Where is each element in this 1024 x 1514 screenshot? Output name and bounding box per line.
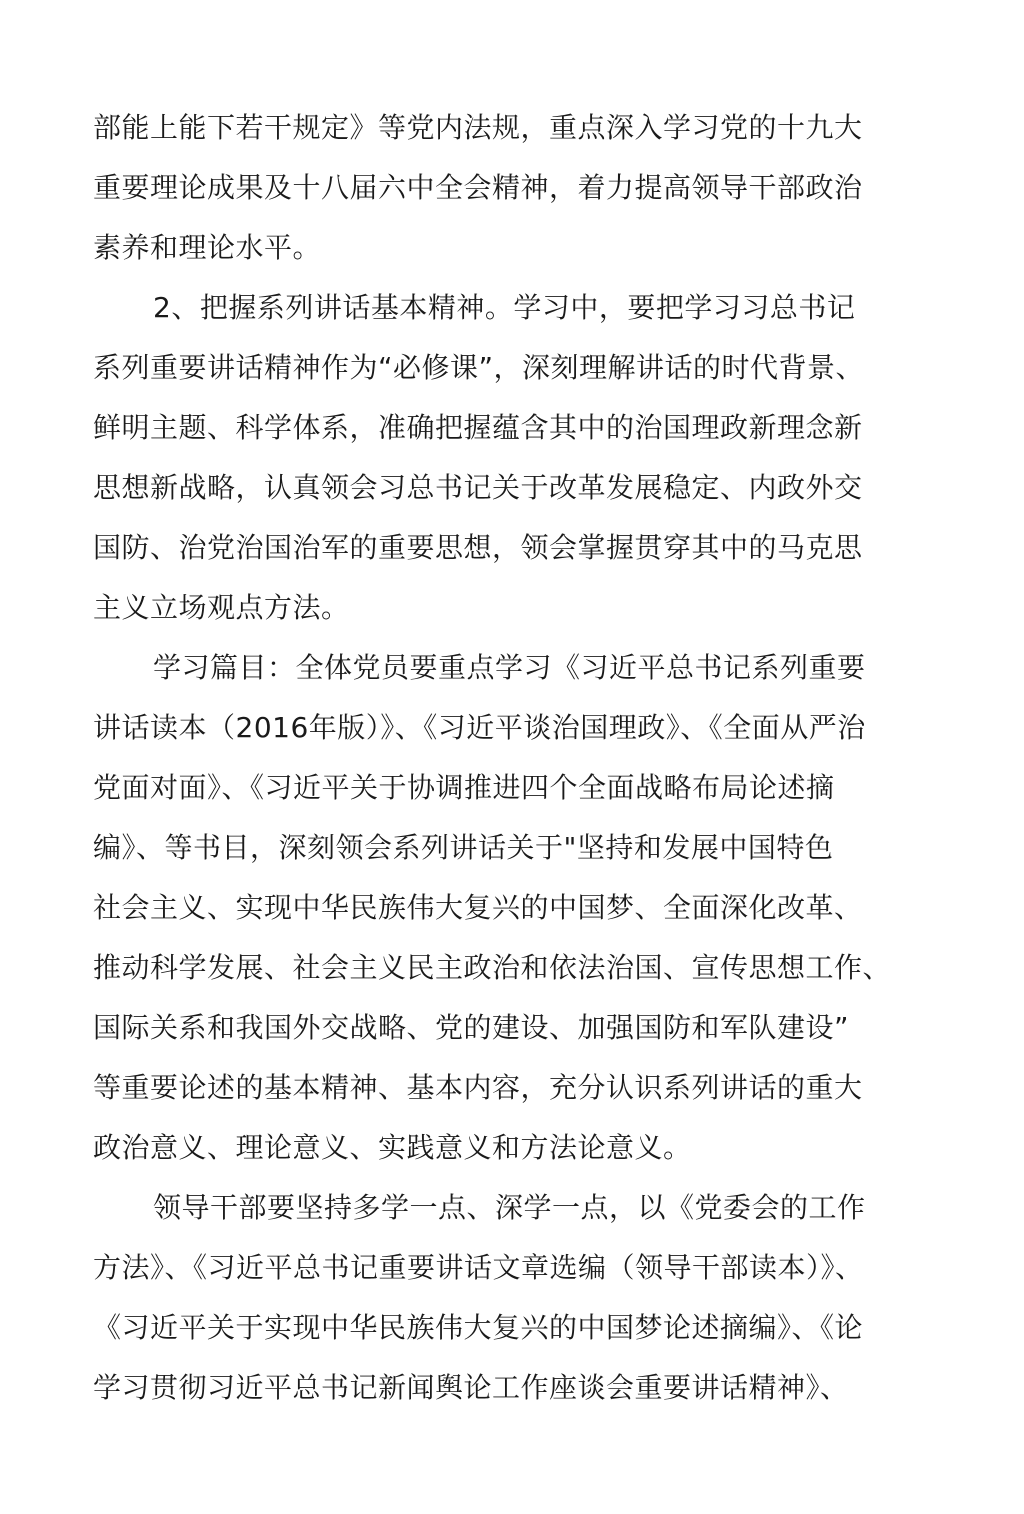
text-line: 讲话读本（2016年版）》、《习近平谈治国理政》、《全面从严治 — [93, 711, 866, 744]
text-line: 推动科学发展、社会主义民主政治和依法治国、宣传思想工作、 — [93, 951, 892, 984]
text-line: 系列重要讲话精神作为“必修课”，深刻理解讲话的时代背景、 — [93, 351, 865, 384]
text-line: 政治意义、理论意义、实践意义和方法论意义。 — [93, 1131, 692, 1164]
paragraph-start-line: 学习篇目：全体党员要重点学习《习近平总书记系列重要 — [153, 651, 866, 684]
text-line: 国防、治党治国治军的重要思想，领会掌握贯穿其中的马克思 — [93, 531, 863, 564]
paragraph-start-line: 2、把握系列讲话基本精神。学习中，要把学习习总书记 — [153, 291, 856, 324]
text-line: 《习近平关于实现中华民族伟大复兴的中国梦论述摘编》、《论 — [93, 1311, 864, 1344]
text-line: 鲜明主题、科学体系，准确把握蕴含其中的治国理政新理念新 — [93, 411, 863, 444]
text-line: 国际关系和我国外交战略、党的建设、加强国防和军队建设” — [93, 1011, 850, 1044]
text-line: 社会主义、实现中华民族伟大复兴的中国梦、全面深化改革、 — [93, 891, 863, 924]
text-line: 方法》、《习近平总书记重要讲话文章选编（领导干部读本）》、 — [93, 1251, 864, 1284]
text-line: 学习贯彻习近平总书记新闻舆论工作座谈会重要讲话精神》、 — [93, 1371, 849, 1404]
text-line: 党面对面》、《习近平关于协调推进四个全面战略布局论述摘 — [93, 771, 835, 804]
paragraph-start-line: 领导干部要坚持多学一点、深学一点，以《党委会的工作 — [153, 1191, 866, 1224]
text-line: 重要理论成果及十八届六中全会精神，着力提高领导干部政治 — [93, 171, 863, 204]
text-line: 编》、等书目，深刻领会系列讲话关于"坚持和发展中国特色 — [93, 831, 834, 864]
text-line: 主义立场观点方法。 — [93, 591, 350, 624]
text-line: 思想新战略，认真领会习总书记关于改革发展稳定、内政外交 — [93, 471, 863, 504]
text-line: 素养和理论水平。 — [93, 231, 322, 264]
text-line: 等重要论述的基本精神、基本内容，充分认识系列讲话的重大 — [93, 1071, 863, 1104]
text-line: 部能上能下若干规定》等党内法规，重点深入学习党的十九大 — [93, 111, 863, 144]
